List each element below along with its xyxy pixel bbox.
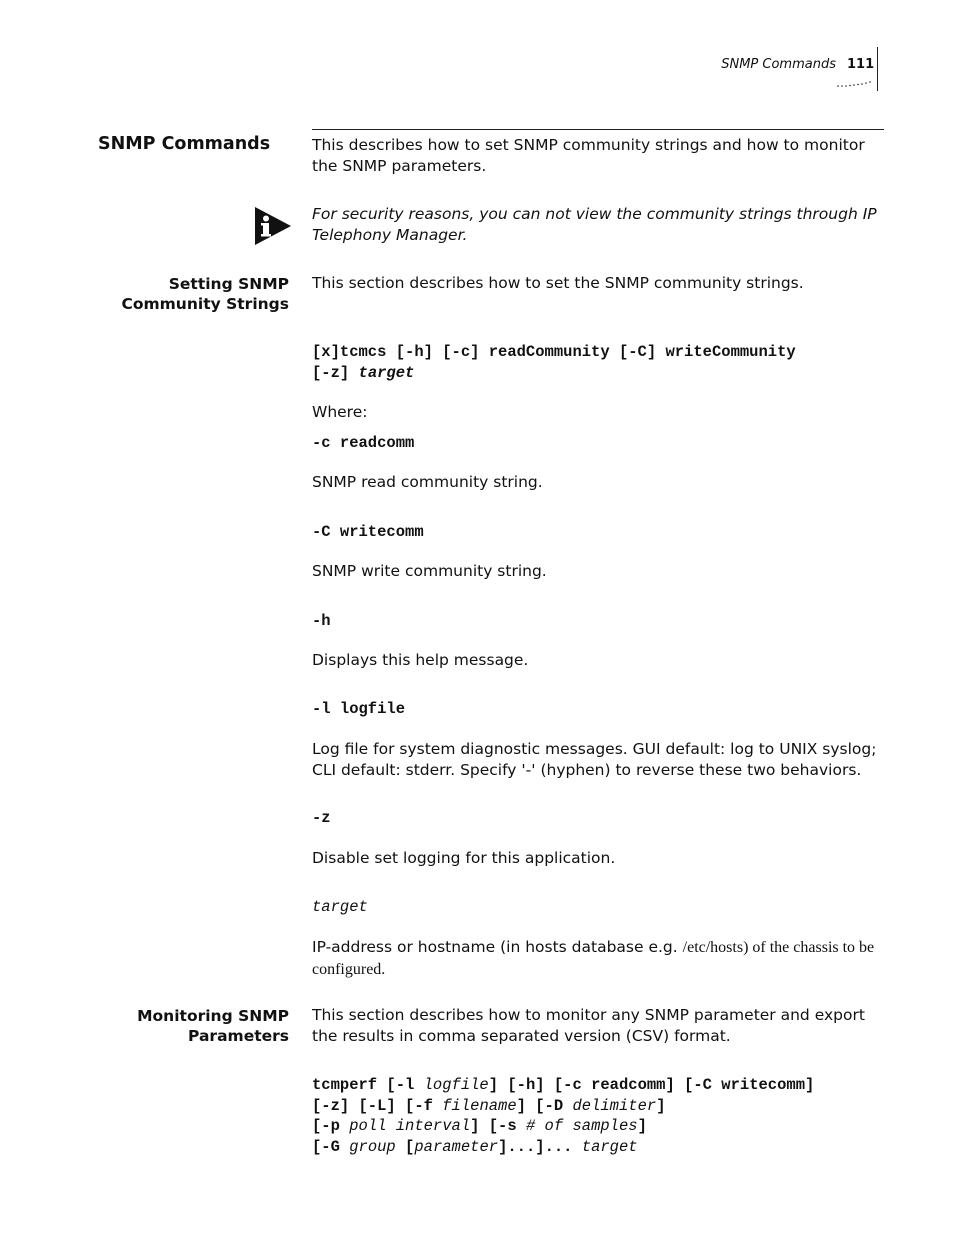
option-desc: SNMP read community string. [312,473,543,491]
section-title: SNMP Commands [98,134,271,154]
syntax-part: ] [-s [470,1117,526,1135]
subsection-title-line: Community Strings [121,295,289,313]
syntax-param: filename [442,1096,517,1115]
tcmcs-syntax [312,342,796,383]
security-note: For security reasons, you can not view the community strings through IP Telephony Manager. [312,205,877,244]
option-flag: -z [312,809,331,827]
syntax-param: target [581,1137,638,1156]
option-flag: -C writecomm [312,523,424,541]
option-desc: Log file for system diagnostic messages. GUI default: log to UNIX syslog; CLI default: stderr. Specify '-' (hyphen) to reverse these two behaviors. [312,740,877,779]
target-desc-part: IP-address or hostname (in hosts database e.g. [312,938,683,956]
setting-intro: This section describes how to set the SNMP community strings. [312,274,804,292]
option-flag: -c readcomm [312,434,415,452]
syntax-param: # of samples [525,1117,638,1135]
syntax-param: group [349,1137,396,1156]
syntax-part: [-p [312,1117,350,1135]
syntax-part: ] [637,1117,647,1135]
header-dots-ornament [837,81,873,87]
syntax-part: tcmperf [-l [312,1076,424,1094]
tcmperf-syntax [312,1075,814,1157]
option-desc: Disable set logging for this application. [312,849,616,867]
syntax-param: parameter [414,1137,499,1156]
running-header-title: SNMP Commands [721,57,836,72]
subsection-title-line: Setting SNMP [168,275,289,293]
option-flag: -l logfile [312,700,406,718]
where-label: Where: [312,403,368,421]
syntax-part: ]...]... [498,1137,582,1156]
page-number: 111 [847,57,875,72]
syntax-part: [-z] [-L] [-f [312,1096,443,1115]
section-intro: This describes how to set SNMP community strings and how to monitor the SNMP parameters. [312,136,865,175]
syntax-part: [ [395,1137,415,1156]
subsection-title-setting [121,274,289,314]
syntax-part: ] [656,1096,666,1115]
option-desc: SNMP write community string. [312,562,547,580]
syntax-line: [-z] [312,363,359,382]
subsection-title-line: Monitoring SNMP [137,1007,289,1025]
syntax-line: [x]tcmcs [-h] [-c] readCommunity [-C] writeCommunity [312,343,796,361]
target-desc-part: /etc/hosts) of the chassis to be configured. [312,939,875,978]
target-flag: target [312,898,368,916]
syntax-part: [-G [312,1137,350,1156]
option-flag: -h [312,612,331,630]
syntax-part: ] [-h] [-c readcomm] [-C writecomm] [488,1076,815,1094]
option-desc: Displays this help message. [312,651,529,669]
syntax-part: ] [-D [516,1096,573,1115]
monitoring-intro: This section describes how to monitor any SNMP parameter and export the results in comma separated version (CSV) format. [312,1006,865,1045]
target-desc [312,937,877,980]
header-divider [877,47,878,91]
syntax-param: logfile [423,1076,489,1094]
section-rule [312,129,884,130]
subsection-title-line: Parameters [188,1027,289,1045]
syntax-param: poll interval [349,1117,471,1135]
syntax-target: target [358,363,415,382]
info-note-icon [255,207,291,245]
syntax-param: delimiter [572,1096,657,1115]
subsection-title-monitoring [137,1006,289,1046]
